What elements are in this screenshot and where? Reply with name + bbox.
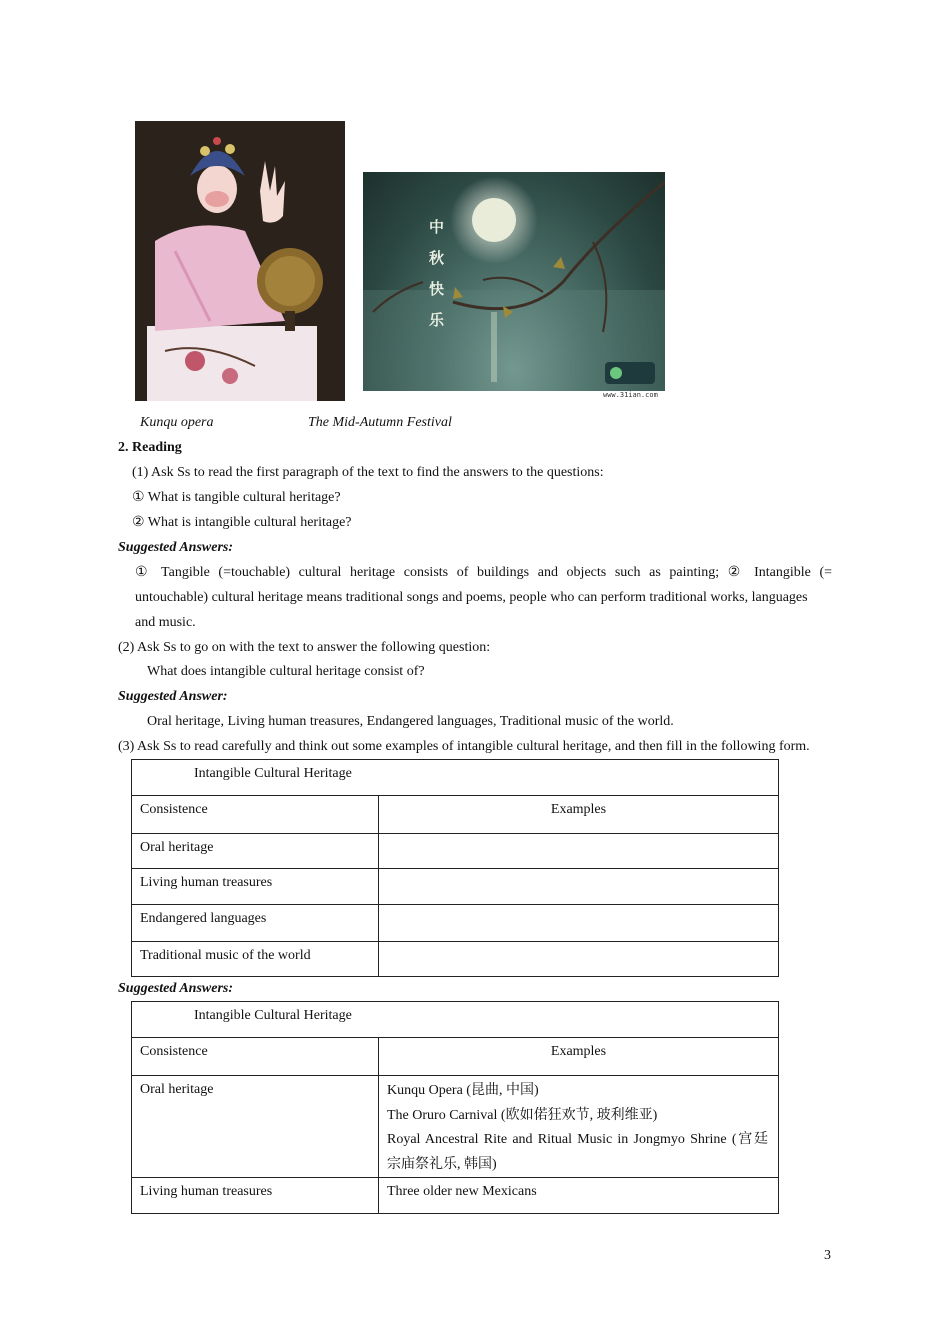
row-label: Endangered languages bbox=[132, 905, 379, 942]
examples-cell bbox=[379, 869, 779, 905]
table-row bbox=[132, 834, 779, 869]
step-3-instruction: (3) Ask Ss to read carefully and think out some examples of intangible cultural heritage, and then fill in the following form. bbox=[118, 739, 810, 754]
table-title: Intangible Cultural Heritage bbox=[132, 760, 779, 796]
row-label: Traditional music of the world bbox=[132, 942, 379, 977]
answer-1-line-1: ① Tangible (=touchable) cultural heritage consists of buildings and objects such as painting; ② Intangible (= bbox=[135, 565, 832, 580]
column-header-examples: Examples bbox=[379, 1038, 779, 1076]
section-heading: 2. Reading bbox=[118, 440, 182, 455]
answer-1-line-2: untouchable) cultural heritage means traditional songs and poems, people who can perform traditional works, languages bbox=[135, 590, 808, 605]
question-2: ② What is intangible cultural heritage? bbox=[132, 515, 352, 530]
table-row bbox=[132, 1076, 779, 1178]
kunqu-opera-illustration bbox=[135, 121, 345, 401]
answer-1-line-3: and music. bbox=[135, 615, 196, 630]
suggested-answer-label: Suggested Answer: bbox=[118, 689, 228, 704]
examples-cell bbox=[379, 834, 779, 869]
step-1-instruction: (1) Ask Ss to read the first paragraph of the text to find the answers to the questions: bbox=[132, 465, 604, 480]
example-item: 宗庙祭礼乐, 韩国) bbox=[387, 1156, 497, 1172]
page-number: 3 bbox=[824, 1248, 831, 1263]
table-row bbox=[132, 869, 779, 905]
example-item: Royal Ancestral Rite and Ritual Music in Jongmyo Shrine (宫廷 bbox=[387, 1132, 768, 1147]
table-row bbox=[132, 905, 779, 942]
row-label: Living human treasures bbox=[132, 1178, 379, 1214]
kunqu-opera-photo bbox=[135, 121, 345, 401]
row-label: Oral heritage bbox=[132, 834, 379, 869]
column-header-consistence: Consistence bbox=[132, 1038, 379, 1076]
column-header-examples: Examples bbox=[379, 796, 779, 834]
answer-2: Oral heritage, Living human treasures, Endangered languages, Traditional music of the world. bbox=[147, 714, 674, 729]
example-item: Kunqu Opera (昆曲, 中国) bbox=[387, 1083, 539, 1098]
table-title: Intangible Cultural Heritage bbox=[132, 1002, 779, 1038]
mid-autumn-festival-picture bbox=[363, 172, 665, 391]
festival-greeting-text: 中秋快乐 bbox=[429, 218, 445, 329]
suggested-answers-label-2: Suggested Answers: bbox=[118, 981, 234, 996]
blank-heritage-table bbox=[131, 759, 779, 977]
step-2-instruction: (2) Ask Ss to go on with the text to answer the following question: bbox=[118, 640, 491, 655]
caption-kunqu-opera: Kunqu opera bbox=[140, 415, 214, 430]
caption-mid-autumn: The Mid-Autumn Festival bbox=[308, 415, 452, 430]
answer-heritage-table bbox=[131, 1001, 779, 1214]
examples-cell bbox=[379, 905, 779, 942]
examples-cell bbox=[379, 1076, 779, 1178]
image-watermark: www.31ian.com bbox=[603, 391, 658, 399]
column-header-consistence: Consistence bbox=[132, 796, 379, 834]
examples-cell bbox=[379, 1178, 779, 1214]
row-label: Living human treasures bbox=[132, 869, 379, 905]
question-3: What does intangible cultural heritage consist of? bbox=[147, 664, 425, 679]
table-row bbox=[132, 942, 779, 977]
example-item: The Oruro Carnival (欧如偌狂欢节, 玻利维亚) bbox=[387, 1107, 658, 1123]
question-1: ① What is tangible cultural heritage? bbox=[132, 490, 341, 505]
moon-illustration bbox=[363, 172, 665, 391]
suggested-answers-label: Suggested Answers: bbox=[118, 540, 234, 555]
row-label: Oral heritage bbox=[132, 1076, 379, 1178]
example-item: Three older new Mexicans bbox=[387, 1184, 537, 1199]
examples-cell bbox=[379, 942, 779, 977]
table-row bbox=[132, 1178, 779, 1214]
